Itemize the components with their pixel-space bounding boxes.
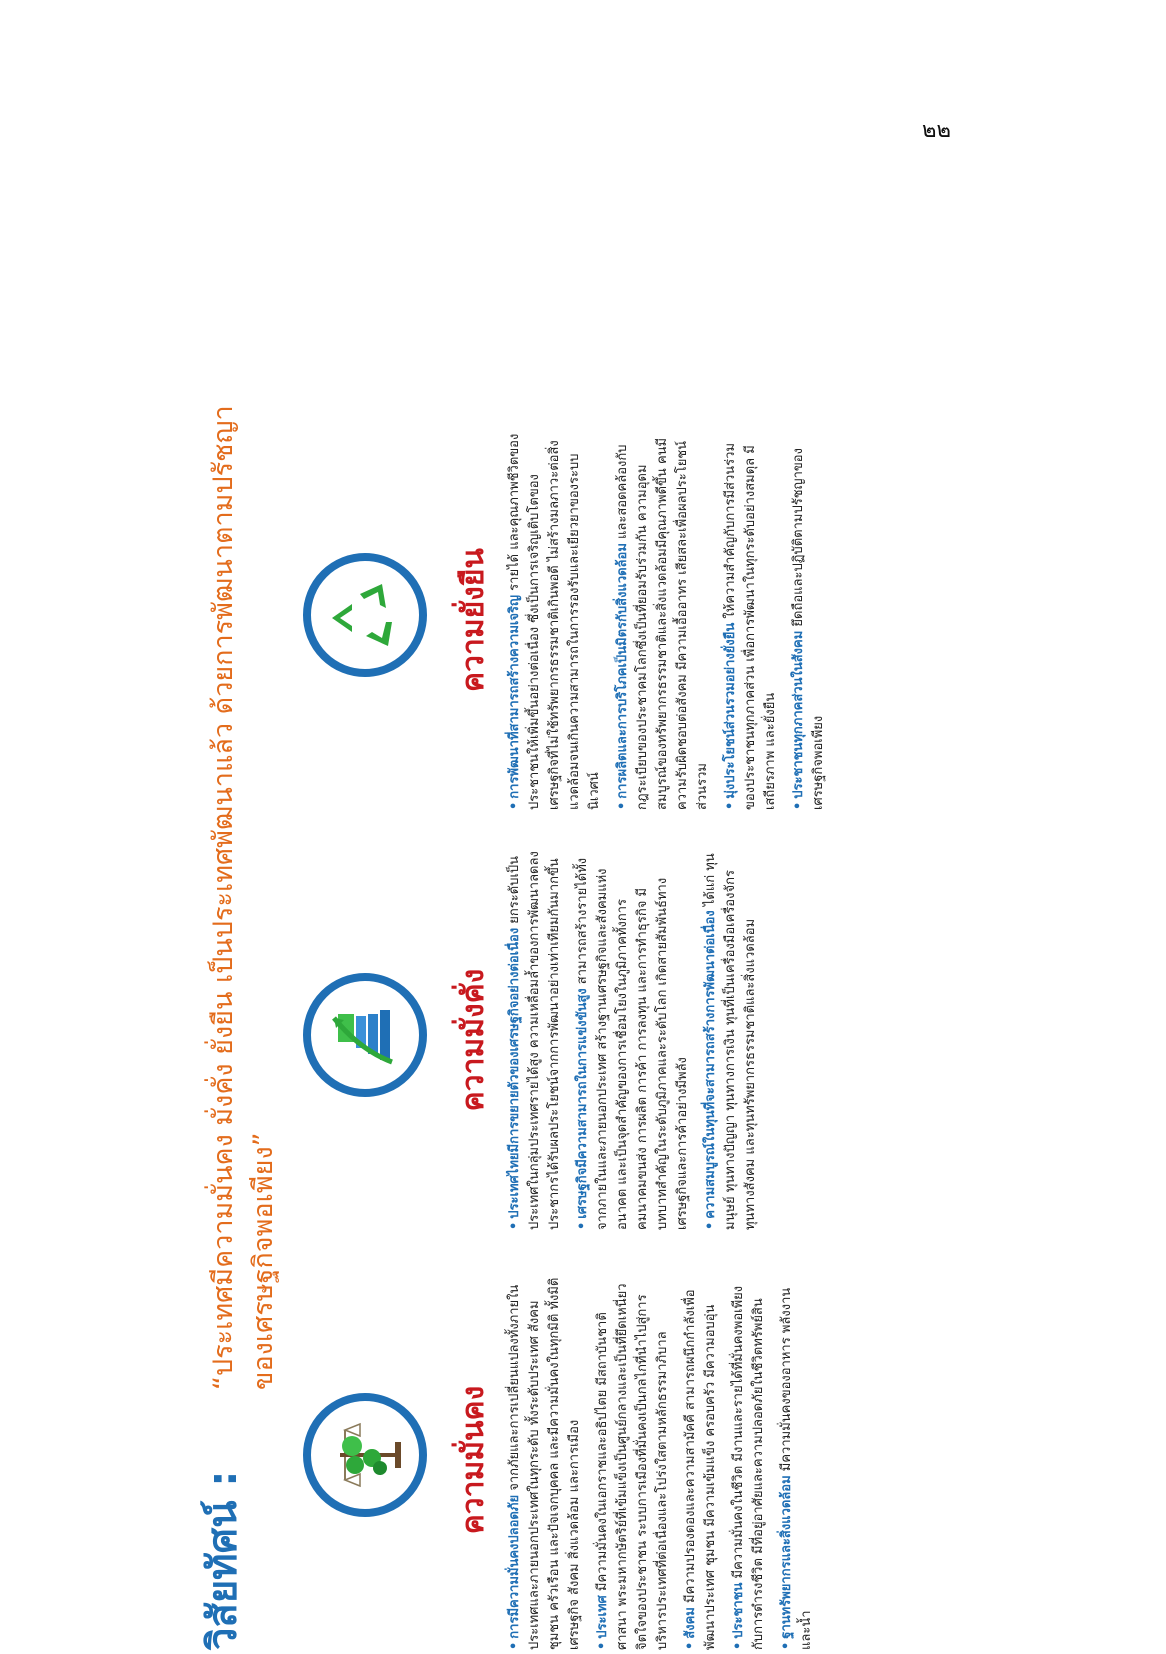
- vision-statement: “ประเทศมีความมั่นคง มั่งคั่ง ยั่งยืน เป็นประเทศพัฒนาแล้ว ด้วยการพัฒนาตามปรัชญาของเศรษฐกิจพอเพียง”: [208, 405, 279, 1390]
- pillar-prosperity: [300, 850, 950, 1230]
- list-item: •การมีความมั่นคงปลอดภัย จากภัยและการเปลี่ยนแปลงทั้งภายในประเทศและภายนอกประเทศในทุกระดับ ทั้งระดับประเทศ สังคม ชุมชน ครัวเรือน และปัจเจกบุคคล และมีความมั่นคงในทุกมิติ ทั้งมิติเศรษฐกิจ สังคม สิ่งแวดล้อม และการเมือง: [507, 1277, 582, 1650]
- landscape-sheet: [190, 350, 950, 1650]
- vision-label: วิสัยทัศน์ :: [200, 1470, 246, 1650]
- list-item: •มุ่งประโยชน์ส่วนรวมอย่างยั่งยืน ให้ความสำคัญกับการมีส่วนร่วมของประชาชนทุกภาคส่วน เพื่อการพัฒนาในทุกระดับอย่างสมดุล มีเสถียรภาพ และยั่งยืน: [723, 442, 778, 810]
- pillar-sustainability: [300, 430, 950, 810]
- page-number: ๒๒: [922, 118, 952, 143]
- growth-chart-icon: [300, 970, 430, 1100]
- list-item: •ความสมบูรณ์ในทุนที่จะสามารถสร้างการพัฒนาต่อเนื่อง ได้แก่ ทุนมนุษย์ ทุนทางปัญญา ทุนทางการเงิน ทุนที่เป็นเครื่องมือเครื่องจักร ทุนทางสังคม และทุนทรัพยากรธรรมชาติและสิ่งแวดล้อม: [703, 853, 758, 1230]
- list-item: •สังคม มีความปรองดองและความสามัคคี สามารถผนึกกำลังเพื่อพัฒนาประเทศ ชุมชน มีความเข้มแข็ง ครอบครัว มีความอบอุ่น: [683, 1289, 718, 1650]
- list-item: •ประชาชนทุกภาคส่วนในสังคม ยึดถือและปฏิบัติตามปรัชญาของเศรษฐกิจพอเพียง: [791, 448, 826, 810]
- pillar-title: ความมั่งคั่ง: [456, 968, 491, 1112]
- list-item: •การผลิตและการบริโภคเป็นมิตรกับสิ่งแวดล้อม และสอดคล้องกับกฎระเบียบของประชาคมโลกซึ่งเป็นที่ยอมรับร่วมกัน ความอุดมสมบูรณ์ของทรัพยากรธรรมชาติและสิ่งแวดล้อมมีคุณภาพดีขึ้น คนมีความรับผิดชอบต่อสังคม มีความเอื้ออาทร เสียสละเพื่อผลประโยชน์ส่วนรวม: [615, 437, 710, 810]
- list-item: •ฐานทรัพยากรและสิ่งแวดล้อม มีความมั่นคงของอาหาร พลังงาน และน้ำ: [779, 1287, 814, 1650]
- list-item: •เศรษฐกิจมีความสามารถในการแข่งขันสูง สามารถสร้างรายได้ทั้งจากภายในและภายนอกประเทศ สร้างฐานเศรษฐกิจและสังคมแห่งอนาคต และเป็นจุดสำคัญของการเชื่อมโยงในภูมิภาคทั้งการคมนาคมขนส่ง การผลิต การค้า การลงทุน และการทำธุรกิจ มีบทบาทสำคัญในระดับภูมิภาคและระดับโลก เกิดสายสัมพันธ์ทางเศรษฐกิจและการค้าอย่างมีพลัง: [575, 857, 690, 1230]
- pillar-items: [505, 430, 837, 810]
- pillar-title: ความยั่งยืน: [456, 548, 491, 692]
- pillar-title: ความมั่นคง: [456, 1385, 491, 1535]
- list-item: •ประเทศ มีความมั่นคงในเอกราชและอธิปไตย มีสถาบันชาติ ศาสนา พระมหากษัตริย์ที่เข้มแข็งเป็นศูนย์กลางและเป็นที่ยึดเหนี่ยวจิตใจของประชาชน ระบบการเมืองที่มั่นคงเป็นกลไกที่นำไปสู่การบริหารประเทศที่ต่อเนื่องและโปร่งใสตามหลักธรรมาภิบาล: [595, 1283, 670, 1650]
- pillar-security: [300, 1270, 950, 1650]
- pillar-items: [505, 850, 769, 1230]
- list-item: •ประเทศไทยมีการขยายตัวของเศรษฐกิจอย่างต่อเนื่อง ยกระดับเป็นประเทศในกลุ่มประเทศรายได้สูง ความเหลื่อมล้ำของการพัฒนาลดลง ประชากรได้รับผลประโยชน์จากการพัฒนาอย่างเท่าเทียมกันมากขึ้น: [507, 851, 562, 1230]
- pillar-items: [505, 1270, 825, 1650]
- recycle-icon: [300, 550, 430, 680]
- list-item: •การพัฒนาที่สามารถสร้างความเจริญ รายได้ และคุณภาพชีวิตของประชาชนให้เพิ่มขึ้นอย่างต่อเนื่อง ซึ่งเป็นการเจริญเติบโตของเศรษฐกิจที่ไม่ใช้ทรัพยากรธรรมชาติเกินพอดี ไม่สร้างมลภาวะต่อสิ่งแวดล้อมจนเกินความสามารถในการรองรับและเยียวยาของระบบนิเวศน์: [507, 433, 602, 810]
- list-item: •ประชาชน มีความมั่นคงในชีวิต มีงานและรายได้ที่มั่นคงพอเพียงกับการดำรงชีวิต มีที่อยู่อาศัยและความปลอดภัยในชีวิตทรัพย์สิน: [731, 1285, 766, 1650]
- scales-tree-icon: [300, 1390, 430, 1520]
